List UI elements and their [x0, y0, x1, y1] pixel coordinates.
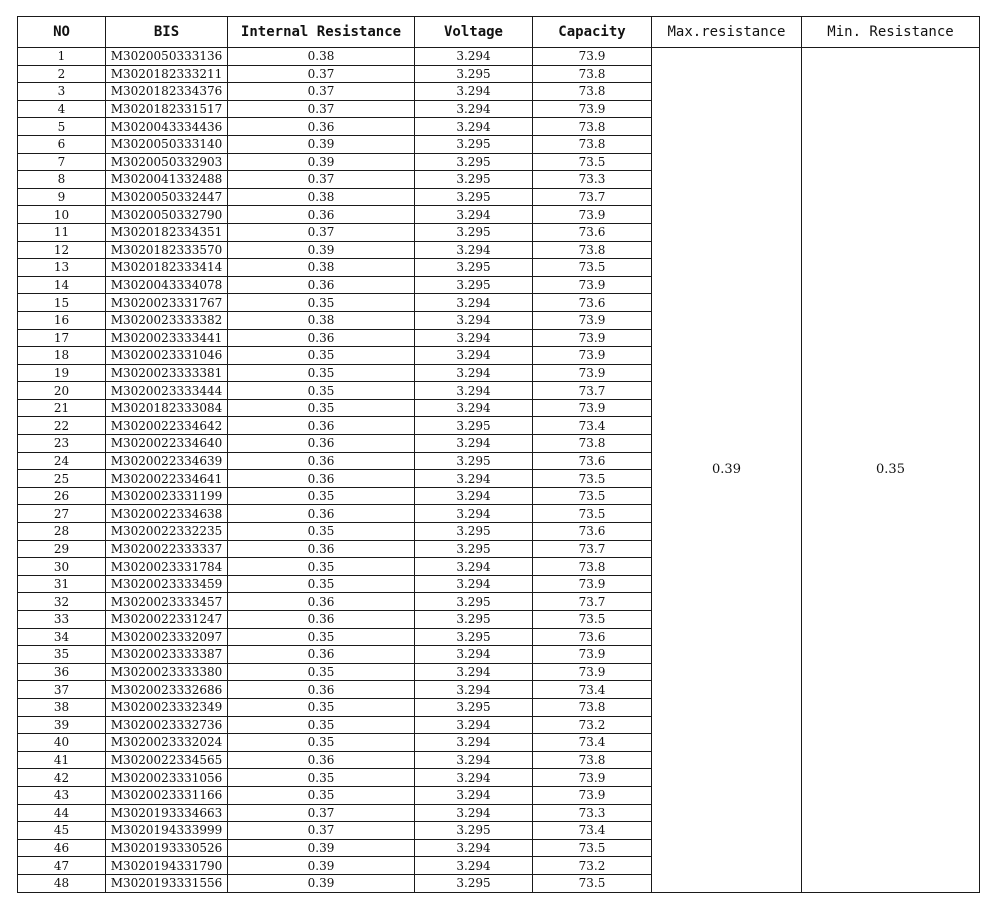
- cell-internal-resistance: 0.37: [228, 223, 415, 241]
- cell-bis: M3020023332686: [106, 681, 228, 699]
- cell-bis: M3020194331790: [106, 857, 228, 875]
- cell-bis: M3020023333380: [106, 663, 228, 681]
- cell-voltage: 3.295: [415, 593, 533, 611]
- cell-capacity: 73.9: [533, 663, 652, 681]
- cell-bis: M3020050333136: [106, 48, 228, 66]
- cell-capacity: 73.2: [533, 716, 652, 734]
- cell-capacity: 73.8: [533, 698, 652, 716]
- cell-voltage: 3.294: [415, 382, 533, 400]
- header-min-resistance: Min. Resistance: [802, 17, 980, 48]
- cell-no: 1: [18, 48, 106, 66]
- cell-bis: M3020022334638: [106, 505, 228, 523]
- header-capacity: Capacity: [533, 17, 652, 48]
- cell-internal-resistance: 0.35: [228, 698, 415, 716]
- cell-bis: M3020193334663: [106, 804, 228, 822]
- cell-internal-resistance: 0.38: [228, 188, 415, 206]
- cell-internal-resistance: 0.36: [228, 505, 415, 523]
- cell-bis: M3020022332235: [106, 523, 228, 541]
- cell-voltage: 3.294: [415, 716, 533, 734]
- cell-no: 24: [18, 452, 106, 470]
- cell-internal-resistance: 0.35: [228, 734, 415, 752]
- table-header: [18, 17, 980, 48]
- cell-no: 46: [18, 839, 106, 857]
- cell-voltage: 3.295: [415, 188, 533, 206]
- battery-test-table: [17, 16, 980, 893]
- min-resistance-value: 0.35: [802, 48, 980, 893]
- cell-internal-resistance: 0.36: [228, 276, 415, 294]
- cell-internal-resistance: 0.35: [228, 399, 415, 417]
- cell-no: 6: [18, 135, 106, 153]
- cell-internal-resistance: 0.37: [228, 822, 415, 840]
- cell-capacity: 73.5: [533, 839, 652, 857]
- cell-bis: M3020022334565: [106, 751, 228, 769]
- cell-internal-resistance: 0.36: [228, 646, 415, 664]
- cell-voltage: 3.294: [415, 311, 533, 329]
- cell-internal-resistance: 0.39: [228, 857, 415, 875]
- cell-no: 21: [18, 399, 106, 417]
- cell-bis: M3020182334351: [106, 223, 228, 241]
- cell-internal-resistance: 0.36: [228, 540, 415, 558]
- header-row: [18, 17, 980, 48]
- cell-no: 32: [18, 593, 106, 611]
- cell-voltage: 3.294: [415, 100, 533, 118]
- cell-bis: M3020022334639: [106, 452, 228, 470]
- cell-voltage: 3.295: [415, 276, 533, 294]
- cell-no: 8: [18, 171, 106, 189]
- cell-no: 34: [18, 628, 106, 646]
- cell-voltage: 3.295: [415, 540, 533, 558]
- cell-voltage: 3.294: [415, 558, 533, 576]
- cell-no: 45: [18, 822, 106, 840]
- cell-internal-resistance: 0.37: [228, 65, 415, 83]
- cell-capacity: 73.9: [533, 100, 652, 118]
- cell-capacity: 73.8: [533, 241, 652, 259]
- cell-capacity: 73.6: [533, 628, 652, 646]
- cell-capacity: 73.4: [533, 681, 652, 699]
- cell-no: 14: [18, 276, 106, 294]
- cell-voltage: 3.294: [415, 734, 533, 752]
- cell-voltage: 3.295: [415, 874, 533, 892]
- cell-bis: M3020023331166: [106, 786, 228, 804]
- cell-bis: M3020043334436: [106, 118, 228, 136]
- cell-no: 40: [18, 734, 106, 752]
- cell-bis: M3020023331784: [106, 558, 228, 576]
- cell-bis: M3020023333441: [106, 329, 228, 347]
- cell-voltage: 3.295: [415, 822, 533, 840]
- cell-bis: M3020182333414: [106, 259, 228, 277]
- cell-capacity: 73.8: [533, 118, 652, 136]
- cell-capacity: 73.4: [533, 822, 652, 840]
- cell-voltage: 3.294: [415, 646, 533, 664]
- cell-internal-resistance: 0.36: [228, 435, 415, 453]
- cell-internal-resistance: 0.35: [228, 364, 415, 382]
- cell-bis: M3020043334078: [106, 276, 228, 294]
- cell-no: 26: [18, 487, 106, 505]
- cell-voltage: 3.294: [415, 505, 533, 523]
- cell-no: 20: [18, 382, 106, 400]
- cell-voltage: 3.294: [415, 347, 533, 365]
- cell-internal-resistance: 0.39: [228, 241, 415, 259]
- cell-bis: M3020023333387: [106, 646, 228, 664]
- cell-internal-resistance: 0.35: [228, 769, 415, 787]
- cell-voltage: 3.294: [415, 241, 533, 259]
- cell-no: 39: [18, 716, 106, 734]
- cell-internal-resistance: 0.36: [228, 206, 415, 224]
- cell-bis: M3020193330526: [106, 839, 228, 857]
- cell-voltage: 3.294: [415, 399, 533, 417]
- cell-voltage: 3.294: [415, 681, 533, 699]
- cell-internal-resistance: 0.36: [228, 681, 415, 699]
- cell-capacity: 73.9: [533, 311, 652, 329]
- cell-capacity: 73.9: [533, 364, 652, 382]
- cell-voltage: 3.295: [415, 523, 533, 541]
- cell-internal-resistance: 0.38: [228, 259, 415, 277]
- cell-internal-resistance: 0.37: [228, 804, 415, 822]
- cell-capacity: 73.8: [533, 135, 652, 153]
- cell-no: 35: [18, 646, 106, 664]
- cell-bis: M3020194333999: [106, 822, 228, 840]
- cell-capacity: 73.5: [533, 611, 652, 629]
- table-body: [18, 48, 980, 893]
- cell-voltage: 3.294: [415, 294, 533, 312]
- cell-no: 12: [18, 241, 106, 259]
- cell-bis: M3020023333381: [106, 364, 228, 382]
- cell-internal-resistance: 0.35: [228, 347, 415, 365]
- cell-voltage: 3.294: [415, 83, 533, 101]
- cell-no: 2: [18, 65, 106, 83]
- cell-voltage: 3.294: [415, 663, 533, 681]
- cell-no: 28: [18, 523, 106, 541]
- cell-internal-resistance: 0.36: [228, 593, 415, 611]
- cell-bis: M3020023333459: [106, 575, 228, 593]
- cell-internal-resistance: 0.39: [228, 135, 415, 153]
- cell-no: 3: [18, 83, 106, 101]
- cell-internal-resistance: 0.38: [228, 311, 415, 329]
- cell-no: 7: [18, 153, 106, 171]
- cell-no: 4: [18, 100, 106, 118]
- cell-voltage: 3.294: [415, 487, 533, 505]
- cell-capacity: 73.6: [533, 294, 652, 312]
- cell-bis: M3020023331199: [106, 487, 228, 505]
- cell-capacity: 73.5: [533, 470, 652, 488]
- cell-capacity: 73.7: [533, 593, 652, 611]
- cell-no: 23: [18, 435, 106, 453]
- cell-voltage: 3.294: [415, 575, 533, 593]
- cell-no: 44: [18, 804, 106, 822]
- cell-bis: M3020023332097: [106, 628, 228, 646]
- cell-capacity: 73.9: [533, 276, 652, 294]
- cell-capacity: 73.4: [533, 734, 652, 752]
- cell-capacity: 73.9: [533, 575, 652, 593]
- cell-capacity: 73.5: [533, 874, 652, 892]
- cell-voltage: 3.295: [415, 611, 533, 629]
- cell-bis: M3020182334376: [106, 83, 228, 101]
- cell-no: 25: [18, 470, 106, 488]
- cell-internal-resistance: 0.35: [228, 558, 415, 576]
- cell-no: 29: [18, 540, 106, 558]
- cell-capacity: 73.6: [533, 452, 652, 470]
- cell-internal-resistance: 0.35: [228, 523, 415, 541]
- cell-bis: M3020022331247: [106, 611, 228, 629]
- cell-internal-resistance: 0.35: [228, 628, 415, 646]
- cell-voltage: 3.295: [415, 223, 533, 241]
- cell-internal-resistance: 0.38: [228, 48, 415, 66]
- cell-capacity: 73.9: [533, 329, 652, 347]
- cell-no: 5: [18, 118, 106, 136]
- cell-voltage: 3.295: [415, 628, 533, 646]
- cell-bis: M3020193331556: [106, 874, 228, 892]
- cell-no: 42: [18, 769, 106, 787]
- cell-capacity: 73.9: [533, 646, 652, 664]
- cell-no: 16: [18, 311, 106, 329]
- cell-capacity: 73.9: [533, 347, 652, 365]
- cell-bis: M3020023332736: [106, 716, 228, 734]
- cell-bis: M3020050332790: [106, 206, 228, 224]
- cell-bis: M3020041332488: [106, 171, 228, 189]
- cell-capacity: 73.8: [533, 65, 652, 83]
- cell-capacity: 73.5: [533, 487, 652, 505]
- cell-capacity: 73.5: [533, 153, 652, 171]
- cell-voltage: 3.295: [415, 153, 533, 171]
- cell-capacity: 73.9: [533, 48, 652, 66]
- cell-voltage: 3.295: [415, 417, 533, 435]
- cell-internal-resistance: 0.36: [228, 611, 415, 629]
- cell-voltage: 3.295: [415, 259, 533, 277]
- cell-internal-resistance: 0.36: [228, 417, 415, 435]
- cell-capacity: 73.3: [533, 171, 652, 189]
- cell-capacity: 73.6: [533, 523, 652, 541]
- cell-bis: M3020050332447: [106, 188, 228, 206]
- cell-bis: M3020023332024: [106, 734, 228, 752]
- cell-capacity: 73.9: [533, 769, 652, 787]
- cell-capacity: 73.8: [533, 751, 652, 769]
- cell-internal-resistance: 0.35: [228, 663, 415, 681]
- cell-capacity: 73.6: [533, 223, 652, 241]
- cell-internal-resistance: 0.36: [228, 329, 415, 347]
- cell-internal-resistance: 0.37: [228, 83, 415, 101]
- cell-voltage: 3.294: [415, 804, 533, 822]
- cell-voltage: 3.294: [415, 206, 533, 224]
- cell-no: 17: [18, 329, 106, 347]
- cell-bis: M3020050332903: [106, 153, 228, 171]
- cell-capacity: 73.5: [533, 505, 652, 523]
- table-row: [18, 48, 980, 66]
- cell-capacity: 73.4: [533, 417, 652, 435]
- cell-internal-resistance: 0.39: [228, 839, 415, 857]
- cell-no: 48: [18, 874, 106, 892]
- cell-no: 36: [18, 663, 106, 681]
- cell-voltage: 3.294: [415, 329, 533, 347]
- cell-no: 33: [18, 611, 106, 629]
- cell-bis: M3020023333444: [106, 382, 228, 400]
- cell-capacity: 73.8: [533, 435, 652, 453]
- cell-bis: M3020023331056: [106, 769, 228, 787]
- cell-voltage: 3.294: [415, 435, 533, 453]
- cell-capacity: 73.2: [533, 857, 652, 875]
- cell-internal-resistance: 0.39: [228, 874, 415, 892]
- cell-bis: M3020050333140: [106, 135, 228, 153]
- cell-internal-resistance: 0.36: [228, 751, 415, 769]
- cell-no: 9: [18, 188, 106, 206]
- cell-capacity: 73.9: [533, 399, 652, 417]
- cell-bis: M3020182333570: [106, 241, 228, 259]
- cell-internal-resistance: 0.35: [228, 487, 415, 505]
- cell-no: 41: [18, 751, 106, 769]
- cell-voltage: 3.294: [415, 769, 533, 787]
- cell-bis: M3020023331046: [106, 347, 228, 365]
- cell-voltage: 3.294: [415, 470, 533, 488]
- cell-voltage: 3.294: [415, 364, 533, 382]
- cell-capacity: 73.5: [533, 259, 652, 277]
- cell-capacity: 73.9: [533, 206, 652, 224]
- cell-no: 13: [18, 259, 106, 277]
- cell-bis: M3020182333084: [106, 399, 228, 417]
- cell-voltage: 3.294: [415, 751, 533, 769]
- cell-capacity: 73.8: [533, 83, 652, 101]
- cell-capacity: 73.7: [533, 540, 652, 558]
- cell-bis: M3020022334642: [106, 417, 228, 435]
- cell-no: 15: [18, 294, 106, 312]
- cell-capacity: 73.7: [533, 188, 652, 206]
- cell-voltage: 3.295: [415, 65, 533, 83]
- header-no: NO: [18, 17, 106, 48]
- cell-capacity: 73.7: [533, 382, 652, 400]
- cell-internal-resistance: 0.35: [228, 716, 415, 734]
- cell-voltage: 3.294: [415, 857, 533, 875]
- cell-internal-resistance: 0.37: [228, 171, 415, 189]
- cell-no: 43: [18, 786, 106, 804]
- cell-voltage: 3.295: [415, 171, 533, 189]
- cell-bis: M3020023331767: [106, 294, 228, 312]
- cell-no: 31: [18, 575, 106, 593]
- cell-bis: M3020182331517: [106, 100, 228, 118]
- cell-internal-resistance: 0.35: [228, 575, 415, 593]
- header-internal-resistance: Internal Resistance: [228, 17, 415, 48]
- header-voltage: Voltage: [415, 17, 533, 48]
- cell-voltage: 3.295: [415, 135, 533, 153]
- cell-voltage: 3.295: [415, 698, 533, 716]
- cell-internal-resistance: 0.36: [228, 452, 415, 470]
- cell-voltage: 3.294: [415, 839, 533, 857]
- cell-no: 37: [18, 681, 106, 699]
- cell-bis: M3020023333457: [106, 593, 228, 611]
- cell-bis: M3020023333382: [106, 311, 228, 329]
- cell-internal-resistance: 0.35: [228, 382, 415, 400]
- cell-internal-resistance: 0.36: [228, 118, 415, 136]
- cell-bis: M3020023332349: [106, 698, 228, 716]
- cell-no: 38: [18, 698, 106, 716]
- max-resistance-value: 0.39: [652, 48, 802, 893]
- cell-voltage: 3.294: [415, 786, 533, 804]
- cell-voltage: 3.294: [415, 48, 533, 66]
- cell-no: 27: [18, 505, 106, 523]
- cell-no: 18: [18, 347, 106, 365]
- cell-bis: M3020022334640: [106, 435, 228, 453]
- cell-bis: M3020022334641: [106, 470, 228, 488]
- cell-internal-resistance: 0.37: [228, 100, 415, 118]
- cell-internal-resistance: 0.35: [228, 786, 415, 804]
- header-max-resistance: Max.resistance: [652, 17, 802, 48]
- cell-no: 11: [18, 223, 106, 241]
- cell-no: 19: [18, 364, 106, 382]
- cell-voltage: 3.294: [415, 118, 533, 136]
- cell-capacity: 73.8: [533, 558, 652, 576]
- cell-no: 30: [18, 558, 106, 576]
- cell-no: 22: [18, 417, 106, 435]
- cell-internal-resistance: 0.35: [228, 294, 415, 312]
- cell-internal-resistance: 0.36: [228, 470, 415, 488]
- cell-capacity: 73.3: [533, 804, 652, 822]
- cell-capacity: 73.9: [533, 786, 652, 804]
- cell-bis: M3020022333337: [106, 540, 228, 558]
- cell-bis: M3020182333211: [106, 65, 228, 83]
- cell-no: 47: [18, 857, 106, 875]
- cell-voltage: 3.295: [415, 452, 533, 470]
- header-bis: BIS: [106, 17, 228, 48]
- cell-no: 10: [18, 206, 106, 224]
- cell-internal-resistance: 0.39: [228, 153, 415, 171]
